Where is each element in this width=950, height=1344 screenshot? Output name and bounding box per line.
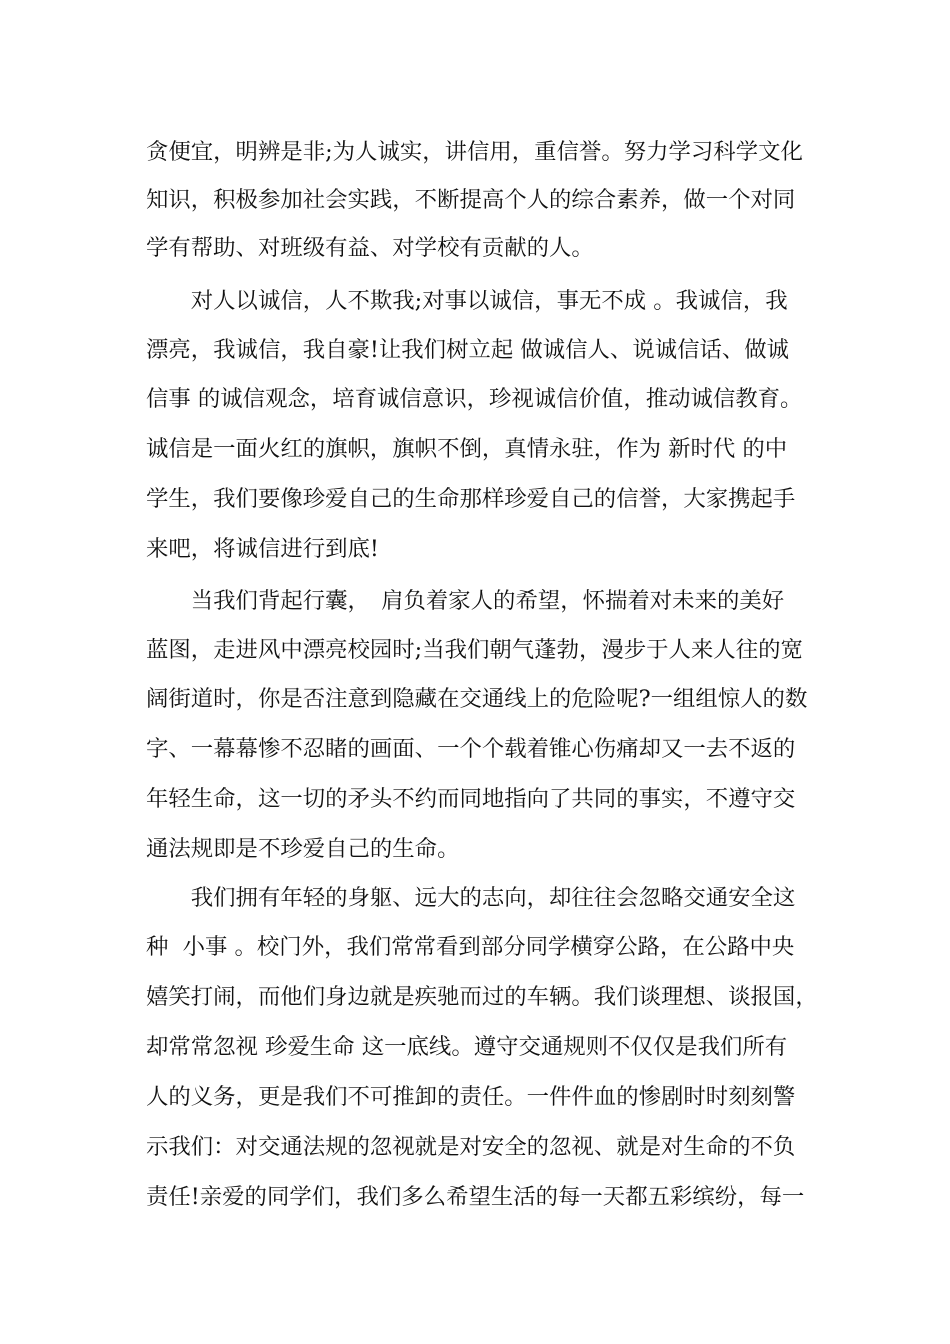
text-line: 学生，我们要像珍爱自己的生命那样珍爱自己的信誉，大家携起手 <box>146 486 796 512</box>
text-line: 知识，积极参加社会实践，不断提高个人的综合素养，做一个对同 <box>146 187 796 213</box>
text-line: 信事 的诚信观念，培育诚信意识，珍视诚信价值，推动诚信教育。 <box>146 386 803 412</box>
text-line: 通法规即是不珍爱自己的生命。 <box>146 836 460 862</box>
text-line: 年轻生命，这一切的矛头不约而同地指向了共同的事实，不遵守交 <box>146 786 796 812</box>
text-line: 贪便宜，明辨是非;为人诚实，讲信用，重信誉。努力学习科学文化 <box>146 139 803 165</box>
text-line: 示我们：对交通法规的忽视就是对安全的忽视、就是对生命的不负 <box>146 1134 796 1160</box>
text-line: 责任!亲爱的同学们，我们多么希望生活的每一天都五彩缤纷，每一 <box>146 1184 805 1210</box>
text-line: 学有帮助、对班级有益、对学校有贡献的人。 <box>146 235 594 261</box>
text-line: 来吧，将诚信进行到底! <box>146 536 379 562</box>
text-line: 字、一幕幕惨不忍睹的画面、一个个载着锥心伤痛却又一去不返的 <box>146 736 796 762</box>
text-line: 却常常忽视 珍爱生命 这一底线。遵守交通规则不仅仅是我们所有 <box>146 1034 788 1060</box>
text-line: 漂亮，我诚信，我自豪!让我们树立起 做诚信人、说诚信话、做诚 <box>146 337 790 363</box>
text-line: 阔街道时，你是否注意到隐藏在交通线上的危险呢?一组组惊人的数 <box>146 686 808 712</box>
text-line: 我们拥有年轻的身躯、远大的志向，却往往会忽略交通安全这 <box>146 885 796 911</box>
text-line: 诚信是一面火红的旗帜，旗帜不倒，真情永驻，作为 新时代 的中 <box>146 436 788 462</box>
text-line: 种 小事 。校门外，我们常常看到部分同学横穿公路，在公路中央 <box>146 934 795 960</box>
text-line: 蓝图，走进风中漂亮校园时;当我们朝气蓬勃，漫步于人来人往的宽 <box>146 637 803 663</box>
text-line: 人的义务，更是我们不可推卸的责任。一件件血的惨剧时时刻刻警 <box>146 1084 796 1110</box>
text-line: 嬉笑打闹，而他们身边就是疾驰而过的车辆。我们谈理想、谈报国， <box>146 984 818 1010</box>
text-line: 当我们背起行囊， 肩负着家人的希望，怀揣着对未来的美好 <box>146 588 785 614</box>
text-line: 对人以诚信，人不欺我;对事以诚信，事无不成 。我诚信，我 <box>146 288 788 314</box>
